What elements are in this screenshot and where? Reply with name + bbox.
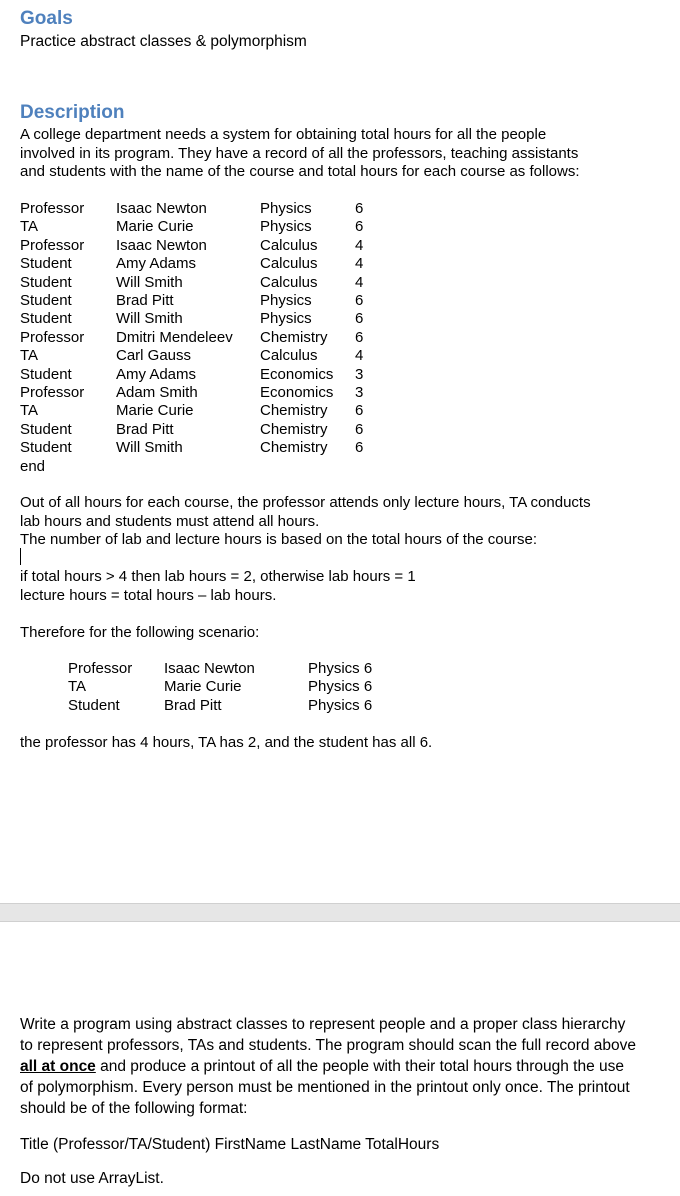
- record-title: Student: [20, 420, 72, 438]
- record-title: TA: [20, 218, 39, 236]
- record-course: Calculus: [260, 236, 318, 254]
- record-title: Student: [20, 292, 72, 310]
- record-course: Economics: [260, 365, 334, 383]
- scenario-name: Marie Curie: [164, 678, 242, 696]
- scenario-intro: Therefore for the following scenario:: [20, 624, 260, 641]
- record-hours: 6: [355, 439, 364, 457]
- record-hours: 4: [355, 236, 364, 254]
- record-course: Chemistry: [260, 328, 328, 346]
- record-name: Isaac Newton: [116, 200, 207, 217]
- record-row: [20, 402, 375, 420]
- record-name: Dmitri Mendeleev: [116, 328, 233, 346]
- record-course: Calculus: [260, 347, 318, 365]
- rules-line: if total hours > 4 then lab hours = 2, otherwise lab hours = 1: [20, 568, 416, 585]
- record-title: Professor: [20, 384, 85, 402]
- rules-paragraph: [20, 494, 591, 550]
- record-course: Chemistry: [260, 420, 328, 438]
- goals-heading: Goals: [20, 8, 73, 29]
- record-row: [20, 347, 375, 365]
- record-name: Will Smith: [116, 273, 183, 291]
- record-name: Amy Adams: [116, 365, 197, 383]
- page-break: [0, 903, 680, 922]
- record-hours: 6: [355, 310, 364, 328]
- record-row: [20, 439, 375, 457]
- record-hours: 4: [355, 255, 364, 273]
- scenario-row: [68, 660, 388, 678]
- record-row: [20, 384, 375, 402]
- record-title: TA: [20, 347, 39, 365]
- scenario-title: Professor: [68, 660, 133, 677]
- description-line: A college department needs a system for obtaining total hours for all the people: [20, 126, 547, 143]
- record-title: Professor: [20, 328, 85, 346]
- record-title: Professor: [20, 236, 85, 254]
- task-paragraph: [20, 1014, 640, 1119]
- description-paragraph: [20, 126, 580, 182]
- record-row: [20, 421, 375, 439]
- record-name: Brad Pitt: [116, 292, 174, 310]
- record-hours: 3: [355, 384, 364, 402]
- record-name: Marie Curie: [116, 402, 194, 420]
- record-hours: 6: [355, 402, 364, 420]
- rules-line: The number of lab and lecture hours is based on the total hours of the course:: [20, 531, 537, 548]
- record-name: Adam Smith: [116, 384, 198, 402]
- record-end: end: [20, 457, 46, 475]
- rules-line: Out of all hours for each course, the professor attends only lecture hours, TA conducts: [20, 494, 591, 511]
- record-title: Student: [20, 439, 72, 457]
- record-title: Student: [20, 255, 72, 273]
- scenario-course: Physics 6: [308, 696, 373, 714]
- record-course: Physics: [260, 200, 312, 217]
- record-hours: 6: [355, 292, 364, 310]
- scenario-name: Isaac Newton: [164, 660, 255, 677]
- record-course: Chemistry: [260, 439, 328, 457]
- scenario-row: [68, 697, 388, 715]
- task-emphasis: all at once: [20, 1058, 96, 1075]
- scenario-title: TA: [68, 678, 87, 696]
- format-line: Title (Professor/TA/Student) FirstName LastName TotalHours: [20, 1136, 440, 1153]
- record-hours: 6: [355, 420, 364, 438]
- record-row: [20, 292, 375, 310]
- scenario-table: [68, 660, 388, 715]
- record-title: Student: [20, 310, 72, 328]
- record-row: [20, 255, 375, 273]
- rules-line: lab hours and students must attend all hours.: [20, 512, 320, 530]
- scenario-title: Student: [68, 696, 120, 714]
- note-line: Do not use ArrayList.: [20, 1170, 164, 1187]
- record-course: Physics: [260, 292, 312, 310]
- scenario-course: Physics 6: [308, 678, 373, 696]
- record-course: Chemistry: [260, 402, 328, 420]
- task-text: and produce a printout of all the people with their total hours through the use of polymorphism. Every person must be mentioned in the printout only once. The printout should be of the following format:: [20, 1058, 630, 1117]
- description-line: involved in its program. They have a record of all the professors, teaching assistants: [20, 144, 579, 162]
- text-cursor: [20, 548, 21, 565]
- goals-text: Practice abstract classes & polymorphism: [20, 33, 307, 50]
- record-row: [20, 200, 375, 218]
- record-hours: 4: [355, 273, 364, 291]
- record-hours: 6: [355, 218, 364, 236]
- record-row: [20, 310, 375, 328]
- scenario-course: Physics 6: [308, 660, 373, 677]
- record-name: Marie Curie: [116, 218, 194, 236]
- record-hours: 6: [355, 200, 364, 217]
- record-hours: 4: [355, 347, 364, 365]
- record-course: Economics: [260, 384, 334, 402]
- record-title: Student: [20, 273, 72, 291]
- record-hours: 3: [355, 365, 364, 383]
- record-row: [20, 329, 375, 347]
- record-row: [20, 366, 375, 384]
- record-title: TA: [20, 402, 39, 420]
- record-table: [20, 200, 375, 476]
- task-text: Write a program using abstract classes to represent people and a proper class hierarchy to represent professors, TAs and students. The program should scan the full record above: [20, 1016, 637, 1054]
- record-name: Brad Pitt: [116, 420, 174, 438]
- record-row: [20, 237, 375, 255]
- record-name: Will Smith: [116, 439, 183, 457]
- record-name: Amy Adams: [116, 255, 197, 273]
- record-title: Student: [20, 365, 72, 383]
- record-name: Will Smith: [116, 310, 183, 328]
- record-row: [20, 274, 375, 292]
- description-heading: Description: [20, 102, 125, 123]
- record-name: Isaac Newton: [116, 236, 207, 254]
- record-title: Professor: [20, 200, 85, 217]
- record-course: Physics: [260, 218, 312, 236]
- scenario-name: Brad Pitt: [164, 696, 222, 714]
- scenario-conclusion: the professor has 4 hours, TA has 2, and the student has all 6.: [20, 734, 433, 751]
- formula-paragraph: [20, 568, 416, 605]
- description-line: and students with the name of the course and total hours for each course as follows:: [20, 163, 580, 180]
- rules-line: lecture hours = total hours – lab hours.: [20, 586, 277, 604]
- record-course: Calculus: [260, 273, 318, 291]
- record-name: Carl Gauss: [116, 347, 192, 365]
- record-course: Physics: [260, 310, 312, 328]
- record-row: [20, 218, 375, 236]
- scenario-row: [68, 678, 388, 696]
- record-course: Calculus: [260, 255, 318, 273]
- record-hours: 6: [355, 328, 364, 346]
